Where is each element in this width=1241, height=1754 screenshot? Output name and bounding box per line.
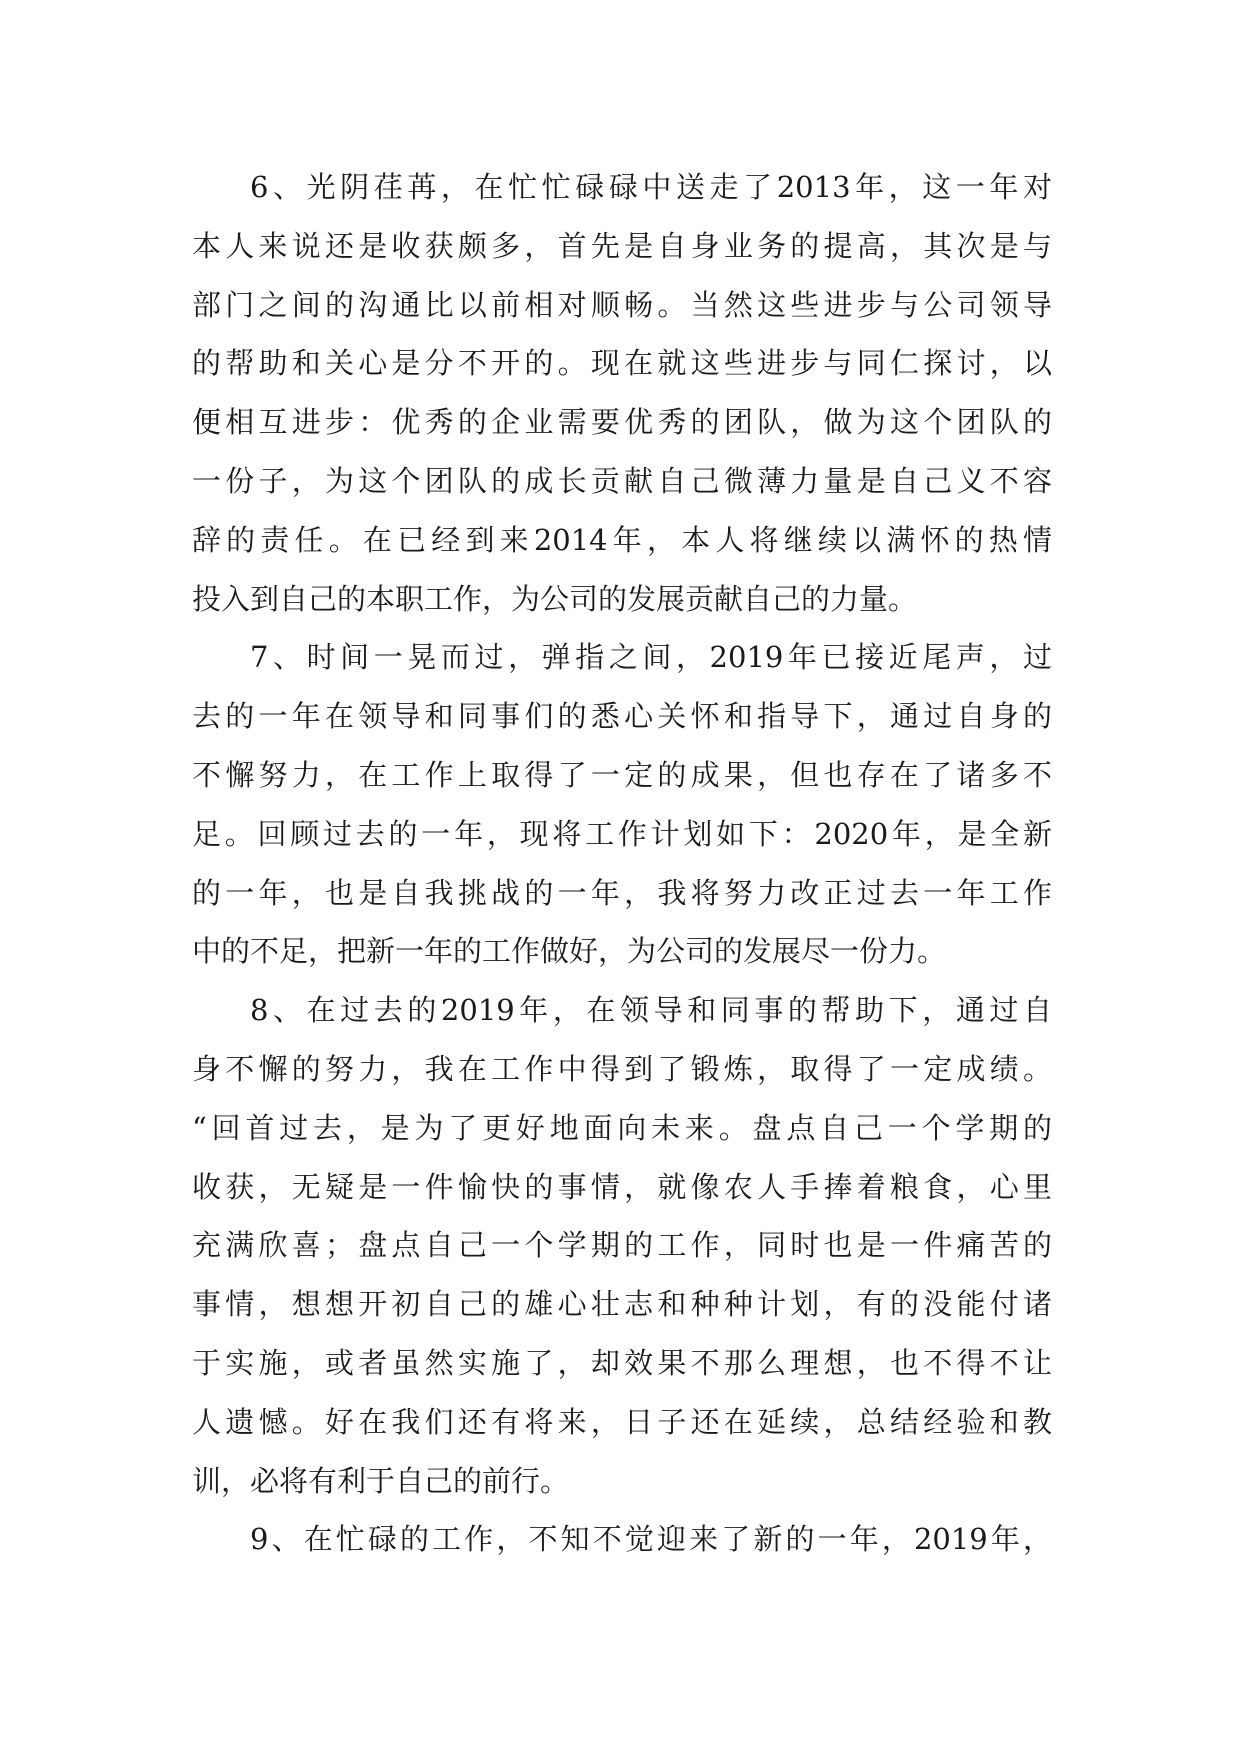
text-line: 充满欣喜；盘点自己一个学期的工作，同时也是一件痛苦的 — [192, 1228, 1052, 1263]
text-line: 一份子，为这个团队的成长贡献自己微薄力量是自己义不容 — [192, 463, 1052, 498]
text-line: 部门之间的沟通比以前相对顺畅。当然这些进步与公司领导 — [192, 287, 1052, 322]
text-line: 足。回顾过去的一年，现将工作计划如下：2020年，是全新 — [192, 816, 1052, 851]
text-line: 投入到自己的本职工作，为公司的发展贡献自己的力量。 — [192, 581, 918, 616]
text-line: 中的不足，把新一年的工作做好，为公司的发展尽一份力。 — [192, 934, 947, 969]
text-line: 人遗憾。好在我们还有将来，日子还在延续，总结经验和教 — [192, 1404, 1052, 1439]
text-line: 8、在过去的2019年，在领导和同事的帮助下，通过自 — [250, 993, 1052, 1028]
text-line: 7、时间一晃而过，弹指之间，2019年已接近尾声，过 — [250, 640, 1052, 675]
text-line: 便相互进步：优秀的企业需要优秀的团队，做为这个团队的 — [192, 405, 1052, 440]
text-line: 的一年，也是自我挑战的一年，我将努力改正过去一年工作 — [192, 875, 1052, 910]
text-line: 于实施，或者虽然实施了，却效果不那么理想，也不得不让 — [192, 1345, 1052, 1380]
text-line: 收获，无疑是一件愉快的事情，就像农人手捧着粮食，心里 — [192, 1169, 1052, 1204]
text-line: 训，必将有利于自己的前行。 — [192, 1463, 570, 1498]
text-line: 不懈努力，在工作上取得了一定的成果，但也存在了诸多不 — [192, 757, 1052, 792]
text-line: 身不懈的努力，我在工作中得到了锻炼，取得了一定成绩。 — [192, 1051, 1052, 1086]
text-line: 去的一年在领导和同事们的悉心关怀和指导下，通过自身的 — [192, 699, 1052, 734]
text-line: 辞的责任。在已经到来2014年，本人将继续以满怀的热情 — [192, 522, 1052, 557]
text-line: 事情，想想开初自己的雄心壮志和种种计划，有的没能付诸 — [192, 1287, 1052, 1322]
text-line: 6、光阴荏苒，在忙忙碌碌中送走了2013年，这一年对 — [250, 170, 1052, 204]
text-line: “回首过去，是为了更好地面向未来。盘点自己一个学期的 — [192, 1110, 1052, 1145]
text-line: 的帮助和关心是分不开的。现在就这些进步与同仁探讨，以 — [192, 346, 1052, 381]
document-body — [192, 158, 1052, 1569]
text-line: 本人来说还是收获颇多，首先是自身业务的提高，其次是与 — [192, 228, 1052, 263]
text-line: 9、在忙碌的工作，不知不觉迎来了新的一年，2019年， — [250, 1522, 1052, 1557]
